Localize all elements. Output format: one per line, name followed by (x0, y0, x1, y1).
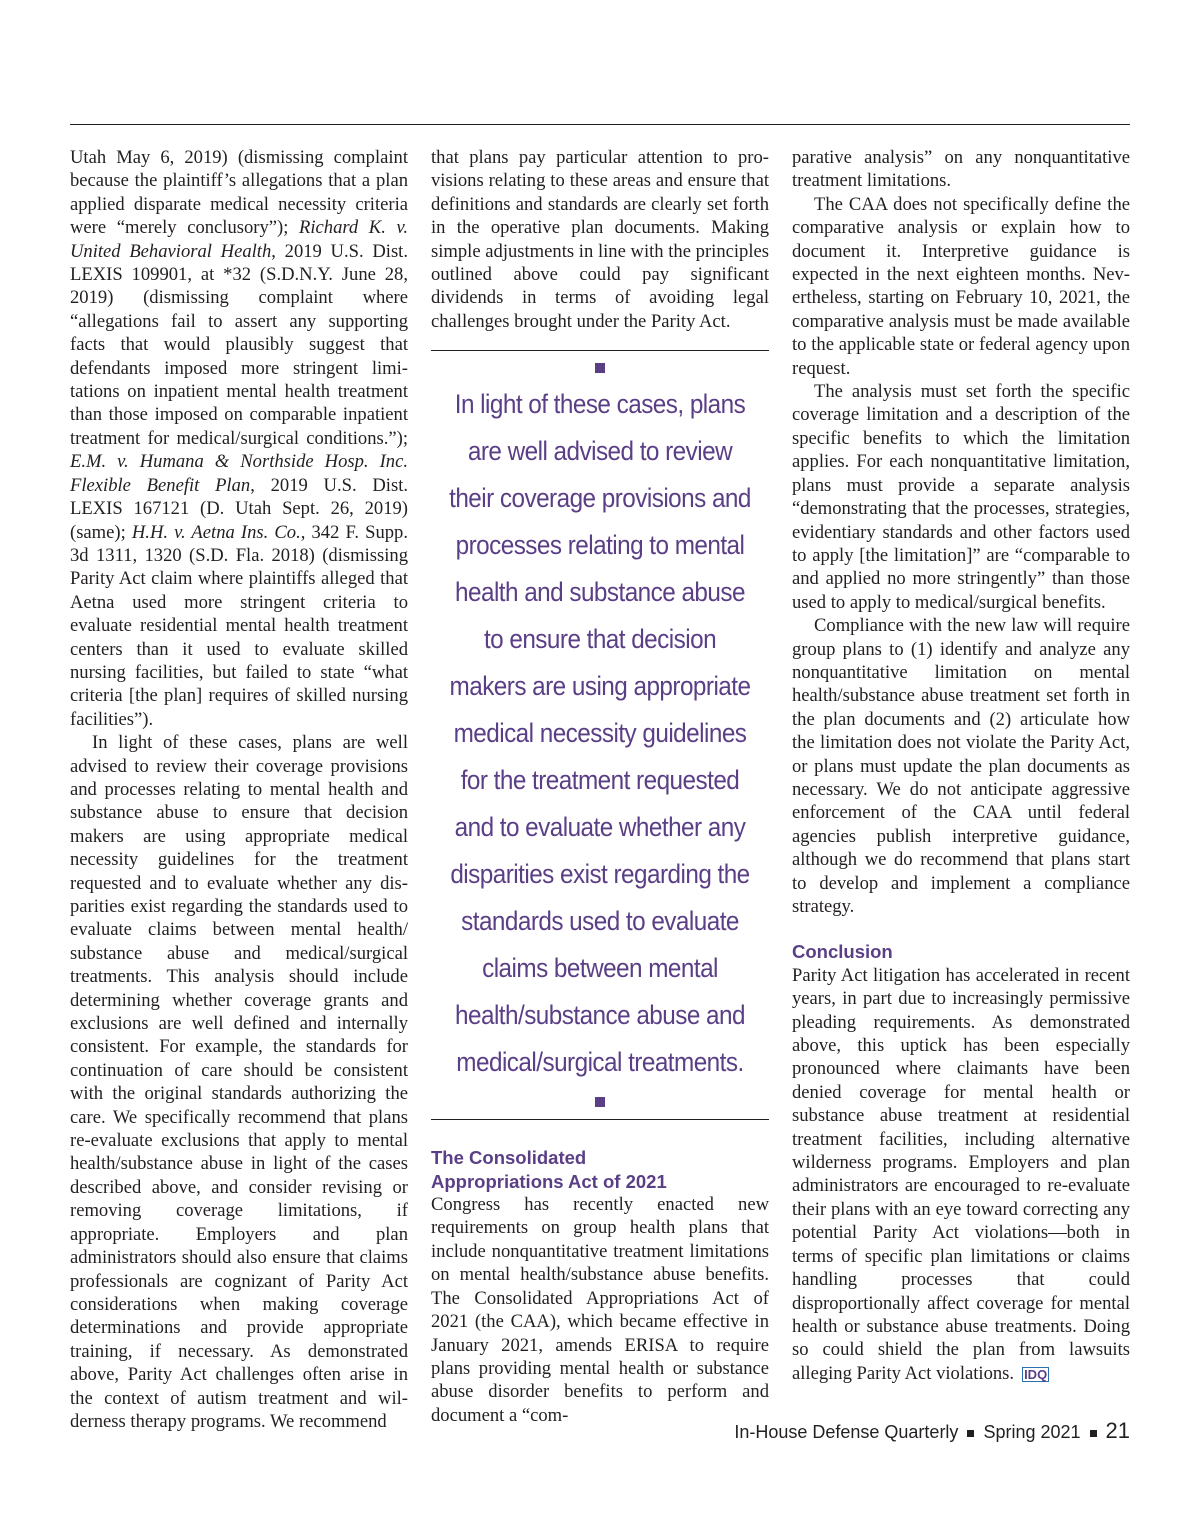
conclusion-paragraph: Parity Act litigation has accelerated in recent years, in part due to increasingly permissive pleading requirements. As demonstrated above, this uptick has been especially pronounced where claimants have been denied coverage for mental health or substance abuse treatment at residential treatment facilities, including alternative wilderness programs. Employers and plan administrators are encouraged to re-evaluate their plans with an eye toward correcting any potential Parity Act violations—both in terms of specific plan limitations or claims handling processes that could disproportionally affect coverage for mental health or substance abuse treatments. Doing so could shield the plan from lawsuits alleging Parity Act violations. IDQ (792, 964, 1130, 1384)
column-middle (431, 146, 769, 1427)
caa-continuation-paragraph: parative analysis” on any nonquantitative treatment limitations. (792, 147, 1130, 192)
column-right (792, 146, 1130, 1385)
caa-definition-paragraph: The CAA does not specifically define the comparative analysis or explain how to document it. Interpretive guidance is expected in the next eighteen months. Nevertheless, starting on February 10, 2021, the comparative analysis must be made available to the applicable state or federal agency upon request. (792, 193, 1130, 379)
page-footer (734, 1418, 1130, 1444)
recommendation-paragraph: In light of these cases, plans are well advised to review their coverage provisions and processes relating to mental health and substance abuse to ensure that decision makers are using appropriate medical necessity guidelines for the treatment requested and to evaluate whether any disparities exist regarding the standards used to evaluate claims between mental health/ substance abuse and medical/surgical treatments. This analysis should include determining whether coverage grants and exclusions are well defined and internally consistent. For example, the standards for continuation of care should be consistent with the original standards authorizing the care. We specifically recommend that plans re-evaluate exclusions that apply to mental health/substance abuse in light of the cases described above, and consider revising or removing coverage limitations, if appropriate. Employers and plan administrators should also ensure that claims professionals are cognizant of Parity Act considerations when making coverage determinations and provide appropriate training, if necessary. As demonstrated above, Parity Act challenges often arise in the context of autism treatment and wilderness therapy programs. We recommend (70, 732, 408, 1432)
column-left (70, 146, 408, 1433)
square-bullet-icon (595, 1097, 605, 1107)
pull-quote-text: In light of these cases, plans are well advised to review their coverage provisions and processes relating to mental health and substance abuse to ensure that decision makers are using appropriate medical necessity guidelines for the treatment requested and to evaluate whether any disparities exist regarding the standards used to evaluate claims between mental health/substance abuse and medical/surgical treatments. (449, 389, 751, 1078)
case-citations-paragraph: Utah May 6, 2019) (dismissing complaint because the plaintiff’s allegations that a plan applied disparate medical necessity criteria were “merely conclusory”); Richard K. v. United Behavioral Health, 2019 U.S. Dist. LEXIS 109901, at *32 (S.D.N.Y. June 28, 2019) (dismissing complaint where “allegations fail to assert any supporting facts that would plausibly suggest that defendants imposed more stringent limitations on inpatient mental health treatment than those imposed on comparable inpatient treatment for medical/surgical conditions.”); E.M. v. Humana & Northside Hosp. Inc. Flexible Benefit Plan, 2019 U.S. Dist. LEXIS 167121 (D. Utah Sept. 26, 2019) (same); H.H. v. Aetna Ins. Co., 342 F. Supp. 3d 1311, 1320 (S.D. Fla. 2018) (dismissing Parity Act claim where plaintiffs alleged that Aetna used more stringent criteria to evaluate residential mental health treatment centers than it used to evaluate skilled nursing facilities, but failed to state “what criteria [the plan] requires of skilled nursing facilities”). (70, 147, 409, 730)
square-separator-icon (967, 1430, 974, 1437)
publication-name: In-House Defense Quarterly (734, 1422, 959, 1442)
top-rule (70, 124, 1130, 125)
continuation-paragraph: that plans pay particular attention to provisions relating to these areas and ensure that definitions and standards are clearly set forth in the operative plan documents. Making simple adjustments in line with the principles outlined above could pay significant dividends in terms of avoiding legal challenges brought under the Parity Act. (431, 147, 769, 332)
pull-quote-top-rule (431, 350, 769, 351)
compliance-paragraph: Compliance with the new law will require group plans to (1) identify and analyze any nonquantitative limitation on mental health/substance abuse treatment set forth in the plan documents and (2) articulate how the limitation does not violate the Parity Act, or plans must update the plan documents as necessary. We do not anticipate aggressive enforcement of the CAA until federal agencies publish interpretive guidance, although we do recommend that plans start to develop and implement a compliance strategy. (792, 615, 1130, 917)
caa-paragraph: Congress has recently enacted new requirements on group health plans that include nonquantitative treatment limitations on mental health/substance abuse benefits. The Consolidated Appropriations Act of 2021 (the CAA), which became effective in January 2021, amends ERISA to require plans providing mental health or substance abuse disorder benefits to perform and document a “com- (431, 1194, 769, 1426)
pull-quote-box (431, 350, 769, 1120)
page-number: 21 (1105, 1418, 1130, 1443)
section-heading-caa: The Consolidated Appropriations Act of 2021 (431, 1147, 667, 1192)
square-separator-icon (1090, 1430, 1097, 1437)
idq-logo-icon: IDQ (1024, 1366, 1048, 1382)
analysis-paragraph: The analysis must set forth the specific coverage limitation and a description of the specific benefits to which the limitation applies. For each nonquantitative limitation, plans must provide a separate analysis “demonstrating that the processes, strategies, evidentiary standards and other factors used to apply [the limitation]” are “comparable to and applied no more stringently” than those used to apply to medical/surgical benefits. (792, 381, 1130, 613)
square-bullet-icon (595, 363, 605, 373)
issue-date: Spring 2021 (983, 1422, 1081, 1442)
pull-quote-bottom-rule (431, 1119, 769, 1120)
section-heading-conclusion: Conclusion (792, 941, 893, 963)
